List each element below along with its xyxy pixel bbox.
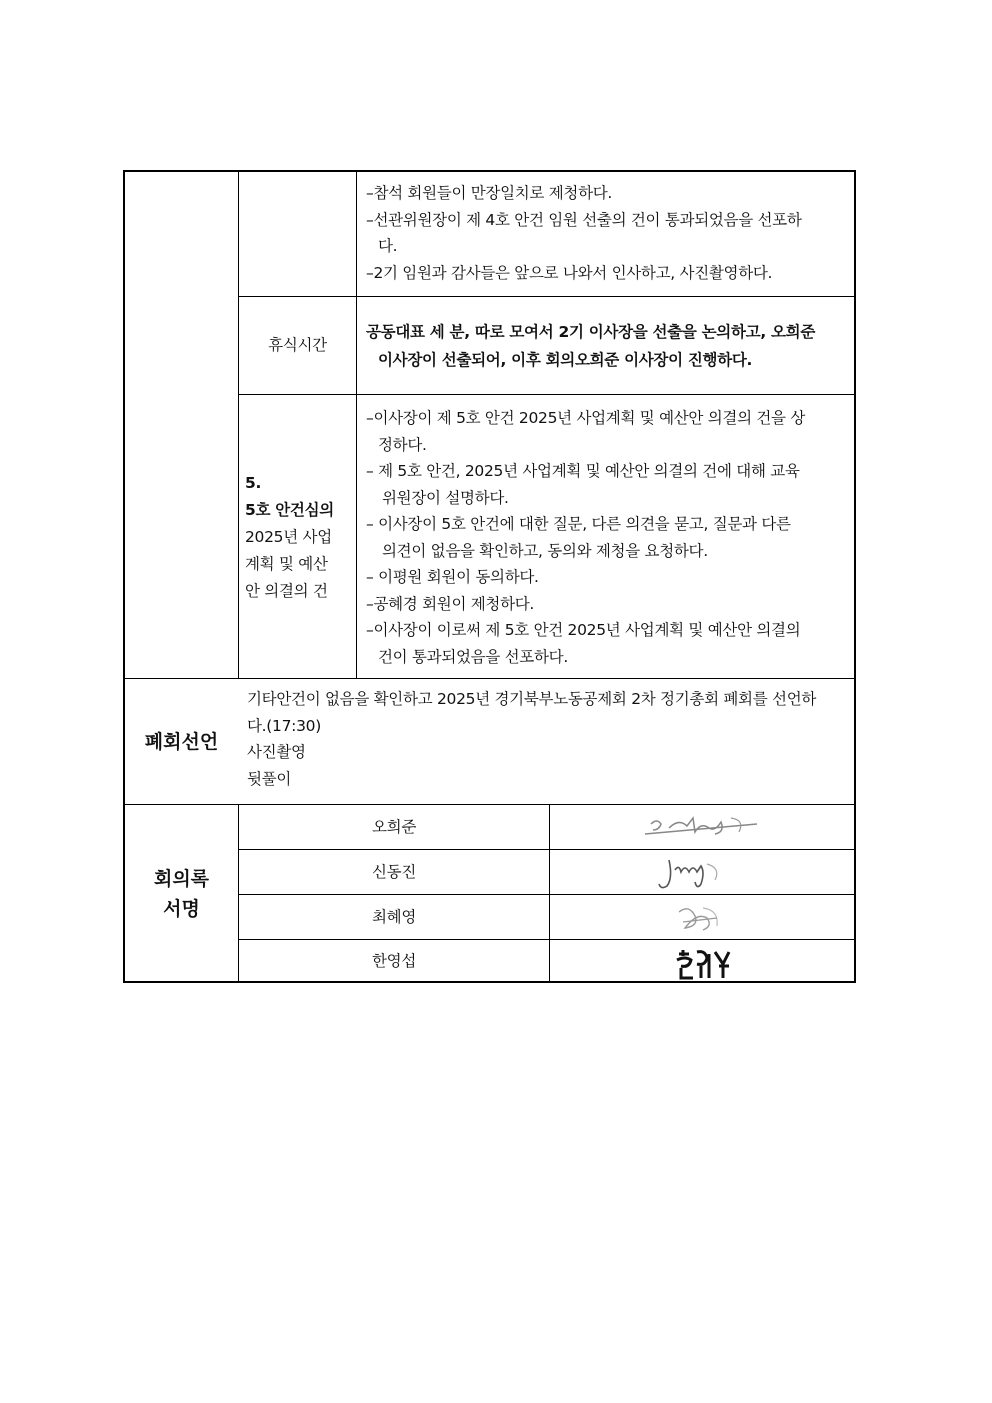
closing-line: 다.(17:30) [247, 716, 321, 735]
agenda5-line: –공혜경 회원이 제청하다. [366, 594, 535, 613]
row-divider [238, 394, 856, 395]
signer-name: 신동진 [371, 862, 417, 881]
signer-name: 한영섭 [371, 952, 417, 971]
signer-name-cell [239, 895, 549, 939]
agenda5-subtitle: 2025년 사업 [245, 528, 332, 546]
break-label-cell [239, 297, 356, 394]
agenda5-label [245, 470, 355, 605]
agenda5-title: 5호 안건심의 [245, 501, 334, 519]
signature-label: 서명 [163, 898, 200, 920]
closing-line: 뒷풀이 [247, 769, 292, 788]
signer-name-cell [239, 805, 549, 849]
agenda5-line: 의견이 없음을 확인하고, 동의와 제청을 요청하다. [382, 541, 708, 560]
col-divider [549, 804, 550, 983]
closing-content [247, 686, 851, 792]
break-line: 이사장이 선출되어, 이후 회의오희준 이사장이 진행하다. [378, 351, 753, 369]
signature-image [641, 810, 761, 844]
agenda5-content [366, 405, 850, 670]
agenda5-line: – 제 5호 안건, 2025년 사업계획 및 예산안 의결의 건에 대해 교육 [366, 462, 800, 480]
closing-line: 기타안건이 없음을 확인하고 2025년 경기북부노동공제회 2차 정기총회 폐회를 선언하 [247, 690, 817, 708]
agenda5-line: 위원장이 설명하다. [382, 488, 509, 507]
agenda5-line: 정하다. [378, 435, 427, 454]
agenda5-line: – 이평원 회원이 동의하다. [366, 568, 539, 586]
col-divider [356, 172, 357, 678]
break-label: 휴식시간 [268, 336, 327, 355]
signer-name: 최혜영 [371, 907, 417, 926]
break-content [366, 318, 850, 374]
agenda4-line: 다. [378, 237, 398, 255]
col-divider [238, 172, 239, 678]
signature-label: 회의록 [153, 868, 210, 890]
agenda4-line: –2기 임원과 감사들은 앞으로 나와서 인사하고, 사진촬영하다. [366, 263, 773, 282]
signature-image [655, 852, 735, 892]
agenda5-line: –이사장이 제 5호 안건 2025년 사업계획 및 예산안 의결의 건을 상 [366, 409, 806, 427]
signer-name-cell [239, 850, 549, 894]
agenda4-content [366, 180, 850, 286]
signature-label-cell [125, 805, 238, 983]
agenda5-line: –이사장이 이로써 제 5호 안건 2025년 사업계획 및 예산안 의결의 [366, 621, 801, 639]
closing-line: 사진촬영 [247, 743, 306, 761]
agenda5-line: 건이 통과되었음을 선포하다. [378, 647, 568, 666]
agenda5-line: – 이사장이 5호 안건에 대한 질문, 다른 의견을 묻고, 질문과 다른 [366, 515, 791, 533]
agenda5-subtitle: 계획 및 예산 [245, 555, 328, 573]
agenda5-subtitle: 안 의결의 건 [245, 582, 328, 600]
signature-image [673, 900, 733, 934]
signer-name-cell [239, 940, 549, 983]
closing-label-cell [125, 679, 238, 804]
signer-name: 오희준 [371, 817, 417, 836]
minutes-table [123, 170, 856, 983]
agenda4-line: –선관위원장이 제 4호 안건 임원 선출의 건이 통과되었음을 선포하 [366, 210, 802, 229]
closing-label: 폐회선언 [144, 730, 219, 753]
break-line: 공동대표 세 분, 따로 모여서 2기 이사장을 선출을 논의하고, 오희준 [366, 323, 816, 341]
signature-image [671, 944, 735, 982]
agenda5-number: 5. [245, 474, 262, 492]
agenda4-line: –참석 회원들이 만장일치로 제청하다. [366, 184, 613, 202]
